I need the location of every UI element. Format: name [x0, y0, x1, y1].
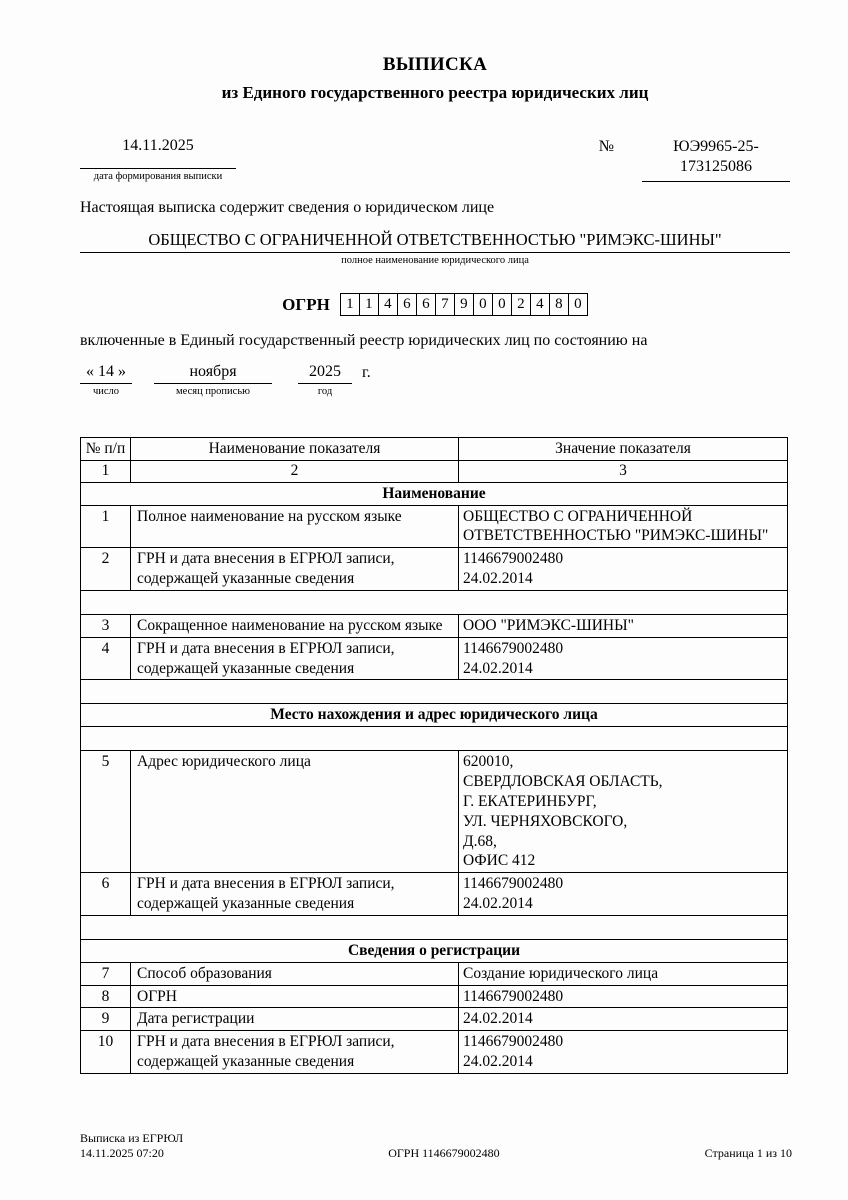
- row-number-cell: 10: [81, 1031, 131, 1074]
- indicator-name-cell: ГРН и дата внесения в ЕГРЮЛ записи, содержащей указанные сведения: [131, 637, 459, 680]
- footer-doc-type: Выписка из ЕГРЮЛ: [80, 1130, 184, 1145]
- company-name-label: полное наименование юридического лица: [341, 255, 529, 266]
- ogrn-digit: 4: [530, 293, 550, 316]
- indicator-name-cell: ГРН и дата внесения в ЕГРЮЛ записи, содержащей указанные сведения: [131, 548, 459, 591]
- table-row: [81, 1008, 788, 1031]
- table-row: [81, 962, 788, 985]
- indicator-name-cell: Сокращенное наименование на русском языке: [131, 614, 459, 637]
- ogrn-digit-boxes: [340, 293, 588, 316]
- value-line: 1146679002480: [463, 1033, 564, 1051]
- value-line: Д.68,: [463, 832, 497, 850]
- indicator-name-cell: Полное наименование на русском языке: [131, 505, 459, 548]
- table-row: [81, 548, 788, 591]
- column-number-3: 3: [459, 460, 788, 482]
- ogrn-label: ОГРН: [282, 294, 330, 314]
- formation-date-label: дата формирования выписки: [93, 171, 223, 182]
- table-row: [81, 505, 788, 548]
- table-header-row: [81, 438, 788, 461]
- row-number-cell: 5: [81, 751, 131, 873]
- status-day-value: « 14 »: [80, 363, 132, 384]
- ogrn-row: [80, 293, 790, 316]
- ogrn-digit: 0: [473, 293, 493, 316]
- status-year-label: год: [317, 386, 333, 397]
- section-title: Место нахождения и адрес юридического лица: [81, 704, 788, 727]
- indicator-name-cell: ГРН и дата внесения в ЕГРЮЛ записи, содержащей указанные сведения: [131, 873, 459, 916]
- year-suffix: г.: [362, 364, 371, 381]
- indicator-name-cell: ОГРН: [131, 985, 459, 1008]
- document-title: ВЫПИСКА: [382, 54, 488, 75]
- value-line: Создание юридического лица: [463, 964, 659, 982]
- spacer-row: [81, 727, 788, 751]
- formation-date-block: [80, 137, 236, 182]
- table-row: [81, 751, 788, 873]
- spacer-cell: [81, 680, 788, 704]
- formation-date: 14.11.2025: [80, 137, 236, 169]
- table-row: [81, 637, 788, 680]
- row-number-cell: 9: [81, 1008, 131, 1031]
- value-line: 24.02.2014: [463, 1010, 533, 1028]
- row-number-cell: 4: [81, 637, 131, 680]
- intro-text: Настоящая выписка содержит сведения о юридическом лице: [80, 199, 495, 216]
- indicator-name-cell: ГРН и дата внесения в ЕГРЮЛ записи, содержащей указанные сведения: [131, 1031, 459, 1074]
- table-row: [81, 1031, 788, 1074]
- document-subtitle: из Единого государственного реестра юридических лиц: [221, 83, 649, 102]
- ogrn-digit: 9: [454, 293, 474, 316]
- ogrn-digit: 0: [492, 293, 512, 316]
- footer-left: [80, 1131, 183, 1162]
- company-name-block: [80, 230, 790, 253]
- indicator-name-cell: Способ образования: [131, 962, 459, 985]
- document-number-line1: ЮЭ9965-25-: [673, 138, 759, 155]
- section-header-row: [81, 482, 788, 505]
- value-line: 1146679002480: [463, 550, 564, 568]
- value-line: 620010,: [463, 753, 514, 771]
- row-number-cell: 1: [81, 505, 131, 548]
- table-row: [81, 873, 788, 916]
- col-header-indicator: Наименование показателя: [131, 438, 459, 461]
- indicator-value-cell: [459, 548, 788, 591]
- status-month-label: месяц прописью: [176, 386, 250, 397]
- spacer-row: [81, 915, 788, 939]
- row-number-cell: 7: [81, 962, 131, 985]
- value-line: 1146679002480: [463, 875, 564, 893]
- ogrn-digit: 2: [511, 293, 531, 316]
- indicator-value-cell: [459, 614, 788, 637]
- status-month-value: ноября: [154, 363, 272, 384]
- indicator-value-cell: [459, 751, 788, 873]
- ogrn-digit: 6: [397, 293, 417, 316]
- footer-datetime: 14.11.2025 07:20: [80, 1146, 164, 1161]
- spacer-cell: [81, 727, 788, 751]
- value-line: 24.02.2014: [463, 659, 533, 677]
- row-number-cell: 2: [81, 548, 131, 591]
- table-body: [81, 482, 788, 1073]
- document-number: [642, 137, 790, 182]
- indicator-value-cell: [459, 505, 788, 548]
- number-sign: №: [598, 138, 614, 155]
- section-header-row: [81, 704, 788, 727]
- egrul-table: [80, 437, 788, 1074]
- document-number-line2: 173125086: [680, 158, 752, 175]
- row-number-cell: 8: [81, 985, 131, 1008]
- page-footer: [80, 1131, 792, 1162]
- ogrn-digit: 1: [359, 293, 379, 316]
- table-row: [81, 985, 788, 1008]
- company-name: ОБЩЕСТВО С ОГРАНИЧЕННОЙ ОТВЕТСТВЕННОСТЬЮ "РИМЭКС-ШИНЫ": [148, 230, 722, 249]
- value-line: ОБЩЕСТВО С ОГРАНИЧЕННОЙ ОТВЕТСТВЕННОСТЬЮ "РИМЭКС-ШИНЫ": [463, 507, 769, 545]
- value-line: 24.02.2014: [463, 570, 533, 588]
- value-line: ООО "РИМЭКС-ШИНЫ": [463, 616, 634, 634]
- ogrn-digit: 7: [435, 293, 455, 316]
- status-year: [298, 363, 352, 397]
- row-number-cell: 3: [81, 614, 131, 637]
- col-header-num: № п/п: [81, 438, 131, 461]
- column-number-1: 1: [81, 460, 131, 482]
- status-day-label: число: [92, 386, 120, 397]
- ogrn-digit: 4: [378, 293, 398, 316]
- spacer-row: [81, 680, 788, 704]
- footer-page-number: Страница 1 из 10: [704, 1146, 792, 1161]
- column-number-2: 2: [131, 460, 459, 482]
- value-line: 1146679002480: [463, 639, 564, 657]
- value-line: СВЕРДЛОВСКАЯ ОБЛАСТЬ,: [463, 773, 663, 791]
- meta-row: [80, 137, 790, 182]
- value-line: 1146679002480: [463, 987, 564, 1005]
- indicator-value-cell: [459, 1008, 788, 1031]
- indicator-value-cell: [459, 637, 788, 680]
- indicator-value-cell: [459, 985, 788, 1008]
- table-row: [81, 614, 788, 637]
- section-header-row: [81, 939, 788, 962]
- footer-ogrn: ОГРН 1146679002480: [388, 1146, 500, 1161]
- column-number-row: [81, 460, 788, 482]
- spacer-row: [81, 590, 788, 614]
- ogrn-digit: 1: [340, 293, 360, 316]
- ogrn-digit: 8: [549, 293, 569, 316]
- value-line: 24.02.2014: [463, 895, 533, 913]
- value-line: УЛ. ЧЕРНЯХОВСКОГО,: [463, 812, 628, 830]
- indicator-value-cell: [459, 873, 788, 916]
- included-text: включенные в Единый государственный реестр юридических лиц по состоянию на: [80, 332, 648, 349]
- spacer-cell: [81, 915, 788, 939]
- row-number-cell: 6: [81, 873, 131, 916]
- ogrn-digit: 6: [416, 293, 436, 316]
- section-title: Наименование: [81, 482, 788, 505]
- value-line: Г. ЕКАТЕРИНБУРГ,: [463, 792, 597, 810]
- col-header-value: Значение показателя: [459, 438, 788, 461]
- ogrn-digit: 0: [568, 293, 588, 316]
- document-number-block: [599, 137, 790, 182]
- indicator-name-cell: Дата регистрации: [131, 1008, 459, 1031]
- indicator-value-cell: [459, 962, 788, 985]
- value-line: ОФИС 412: [463, 852, 536, 870]
- indicator-value-cell: [459, 1031, 788, 1074]
- status-date-row: [80, 363, 790, 397]
- indicator-name-cell: Адрес юридического лица: [131, 751, 459, 873]
- spacer-cell: [81, 590, 788, 614]
- value-line: 24.02.2014: [463, 1053, 533, 1071]
- status-month: [154, 363, 272, 397]
- section-title: Сведения о регистрации: [81, 939, 788, 962]
- status-day: [80, 363, 132, 397]
- status-year-value: 2025: [298, 363, 352, 384]
